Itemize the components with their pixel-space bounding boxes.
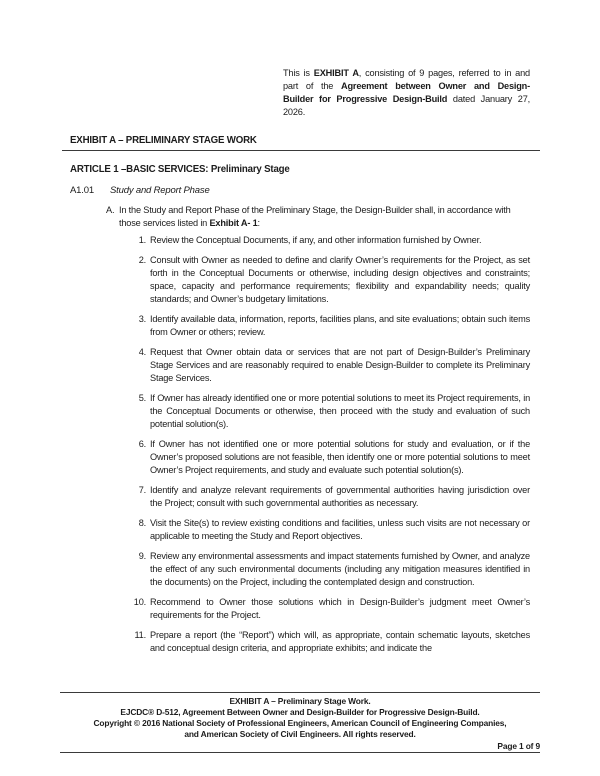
page-footer (60, 692, 540, 753)
clause-3-number: 3. (138, 314, 146, 324)
clause-4-text: Request that Owner obtain data or services that are not part of Design-Builder’s Preliminary Stage Services and are reasonably required to enable Design-Builder to complete its Preliminary Stage Services. (150, 347, 530, 383)
clause-2-number: 2. (138, 255, 146, 265)
footer-line-copyright: Copyright © 2016 National Society of Professional Engineers, American Council of Engineering Companies, (93, 718, 507, 728)
clause-1 (70, 234, 530, 247)
clause-2 (70, 254, 530, 306)
clause-10-number: 10. (133, 597, 146, 607)
clause-11 (70, 629, 530, 655)
clause-11-number: 11. (134, 630, 146, 640)
clause-6 (70, 438, 530, 477)
clause-7-number: 7. (138, 485, 146, 495)
footer-line-exhibit: EXHIBIT A – Preliminary Stage Work. (229, 696, 371, 706)
clause-8-number: 8. (138, 518, 146, 528)
clause-9 (70, 550, 530, 589)
intro-line-1: This is EXHIBIT A, consisting of 9 pages, referred to in and (283, 68, 530, 78)
clause-1-number: 1. (138, 235, 146, 245)
clause-7 (70, 484, 530, 510)
clause-4-number: 4. (138, 347, 146, 357)
clause-8 (70, 517, 530, 543)
clause-a-text: In the Study and Report Phase of the Preliminary Stage, the Design-Builder shall, in accordance with those services listed in Exhibit A- 1: (119, 205, 511, 228)
clause-5 (70, 392, 530, 431)
intro-reference-paragraph (283, 67, 530, 119)
clause-9-text: Review any environmental assessments and impact statements furnished by Owner, and analyze the effect of any such environmental documents (including any mitigation measures identified in the documents) on the Project, including the contemplated design and construction. (150, 551, 530, 587)
clause-6-number: 6. (138, 439, 146, 449)
clause-9-number: 9. (138, 551, 146, 561)
footer-line-copyright-2: and American Society of Civil Engineers. All rights reserved. (184, 729, 416, 739)
footer-line-ejcdc: EJCDC® D-512, Agreement Between Owner and Design-Builder for Progressive Design-Build. (120, 707, 480, 717)
footer-text-block (60, 693, 540, 740)
clause-2-text: Consult with Owner as needed to define and clarify Owner’s requirements for the Project, as set forth in the Conceptual Documents or otherwise, including design objectives and constraints; space, capacity and performance requirements; flexibility and expandability needs; quality standards; and Owner’s budgetary limitations. (150, 255, 530, 304)
section-number: A1.01 (70, 185, 94, 196)
clause-3 (70, 313, 530, 339)
section-a1-01 (70, 184, 530, 197)
clause-7-text: Identify and analyze relevant requirements of governmental authorities having jurisdiction over the Project; consult with such governmental authorities as necessary. (150, 485, 530, 508)
intro-line-2: part of the Agreement between Owner and Design- (283, 81, 530, 91)
clause-1-text: Review the Conceptual Documents, if any, and other information furnished by Owner. (150, 235, 482, 245)
clause-4 (70, 346, 530, 385)
exhibit-heading: EXHIBIT A – PRELIMINARY STAGE WORK (62, 134, 540, 151)
clause-6-text: If Owner has not identified one or more potential solutions for study and evaluation, or if the Owner’s proposed solutions are not feasible, then identify one or more potential solutions to meet Owner’s Project requirements, and study and evaluate such potential solution(s). (150, 439, 530, 475)
clause-10-text: Recommend to Owner those solutions which in Design-Builder’s judgment meet Owner’s requirements for the Project. (150, 597, 530, 620)
page-number: Page 1 of 9 (497, 741, 540, 751)
clause-3-text: Identify available data, information, reports, facilities plans, and site evaluations; obtain such items from Owner or others; review. (150, 314, 530, 337)
clause-5-text: If Owner has already identified one or more potential solutions to meet its Project requirements, in the Conceptual Documents or otherwise, then proceed with the study and evaluation of such potential solution(s). (150, 393, 530, 429)
clause-a (70, 204, 530, 230)
section-title: Study and Report Phase (110, 185, 210, 196)
clause-8-text: Visit the Site(s) to review existing conditions and facilities, unless such visits are not necessary or applicable to meeting the Study and Report objectives. (150, 518, 530, 541)
document-content (70, 0, 530, 655)
clause-5-number: 5. (138, 393, 146, 403)
clause-11-text: Prepare a report (the “Report”) which will, as appropriate, contain schematic layouts, sketches and conceptual design criteria, and appropriate exhibits; and indicate the (150, 630, 530, 653)
intro-line-4: 2026. (283, 107, 306, 117)
clause-10 (70, 596, 530, 622)
article-heading: ARTICLE 1 –BASIC SERVICES: Preliminary Stage (70, 164, 290, 175)
clause-a-label: A. (106, 205, 115, 215)
intro-line-3: Builder for Progressive Design-Build dated January 27, (283, 94, 530, 104)
